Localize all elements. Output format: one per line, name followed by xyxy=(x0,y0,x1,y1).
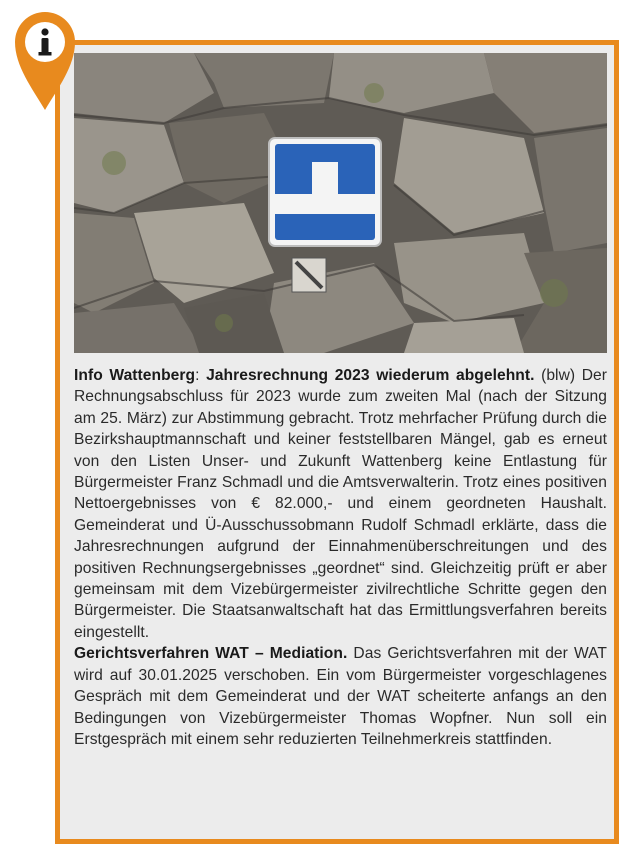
body-jahresrechnung: (blw) Der Rechnungsabschluss für 2023 wurde zum zweiten Mal (nach der Sitzung am 25. März) zur Abstimmung gebracht. Trotz mehrfacher Prüfung durch die Bezirkshauptmannschaft und keiner feststellbaren Mängel, gab es erneut von den Listen Unser- und Zukunft Wattenberg keine Entlastung für Bürgermeister Franz Schmadl und die Amtsverwalterin. Trotz eines positiven Nettoergebnisses von € 82.000,- und einem geordneten Haushalt. Gemeinderat und Ü-Ausschussobmann Rudolf Schmadl erklärte, dass die Jahresrechnungen aufgrund der Einnahmenüberschreitungen und des positiven Rechnungsergebnisses „geordnet“ sind. Gleichzeitig prüft er aber gemeinsam mit dem Vizebürgermeister zivilrechtliche Schritte gegen den Bürgermeister. Die Staatsanwaltschaft hat das Ermittlungsverfahren bereits eingestellt. xyxy=(74,367,608,641)
paragraph-jahresrechnung: Info Wattenberg: Jahresrechnung 2023 wiederum abgelehnt. (blw) Der Rechnungsabschluss für 2023 wurde zum zweiten Mal (nach der Sitzung am 25. März) zur Abstimmung gebracht. Trotz mehrfacher Prüfung durch die Bezirkshauptmannschaft und keiner feststellbaren Mängel, gab es erneut von den Listen Unser- und Zukunft Wattenberg keine Entlastung für Bürgermeister Franz Schmadl und die Amtsverwalterin. Trotz eines positiven Nettoergebnisses von € 82.000,- und einem geordneten Haushalt. Gemeinderat und Ü-Ausschussobmann Rudolf Schmadl erklärte, dass die Jahresrechnungen aufgrund der Einnahmenüberschreitungen und des positiven Rechnungsergebnisses „geordnet“ sind. Gleichzeitig prüft er aber gemeinsam mit dem Vizebürgermeister zivilrechtliche Schritte gegen den Bürgermeister. Die Staatsanwaltschaft hat das Ermittlungsverfahren bereits eingestellt. xyxy=(74,367,608,641)
headline-jahresrechnung: Jahresrechnung 2023 wiederum abgelehnt. xyxy=(206,367,535,384)
headline-gerichtsverfahren: Gerichtsverfahren WAT – Mediation. xyxy=(74,645,348,663)
photo-road-sign xyxy=(74,53,607,353)
body-gerichtsverfahren: Das Gerichtsverfahren mit der WAT wird auf 30.01.2025 verschoben. Ein vom Bürgermeister vorgeschlagenes Gespräch mit dem Gemeinderat und der WAT scheiterte anfangs an den Bedingungen von Vizebürgermeister Thomas Wopfner. Nun soll ein Erstgespräch mit einem sehr reduzierten Teilnehmerkreis stattfinden. xyxy=(74,645,608,748)
paragraph-gerichtsverfahren xyxy=(74,643,607,750)
stone-wall-image xyxy=(74,53,607,353)
place-label: Info Wattenberg xyxy=(74,367,196,384)
article-text xyxy=(74,365,607,750)
info-box xyxy=(55,40,619,844)
info-icon xyxy=(10,6,80,116)
